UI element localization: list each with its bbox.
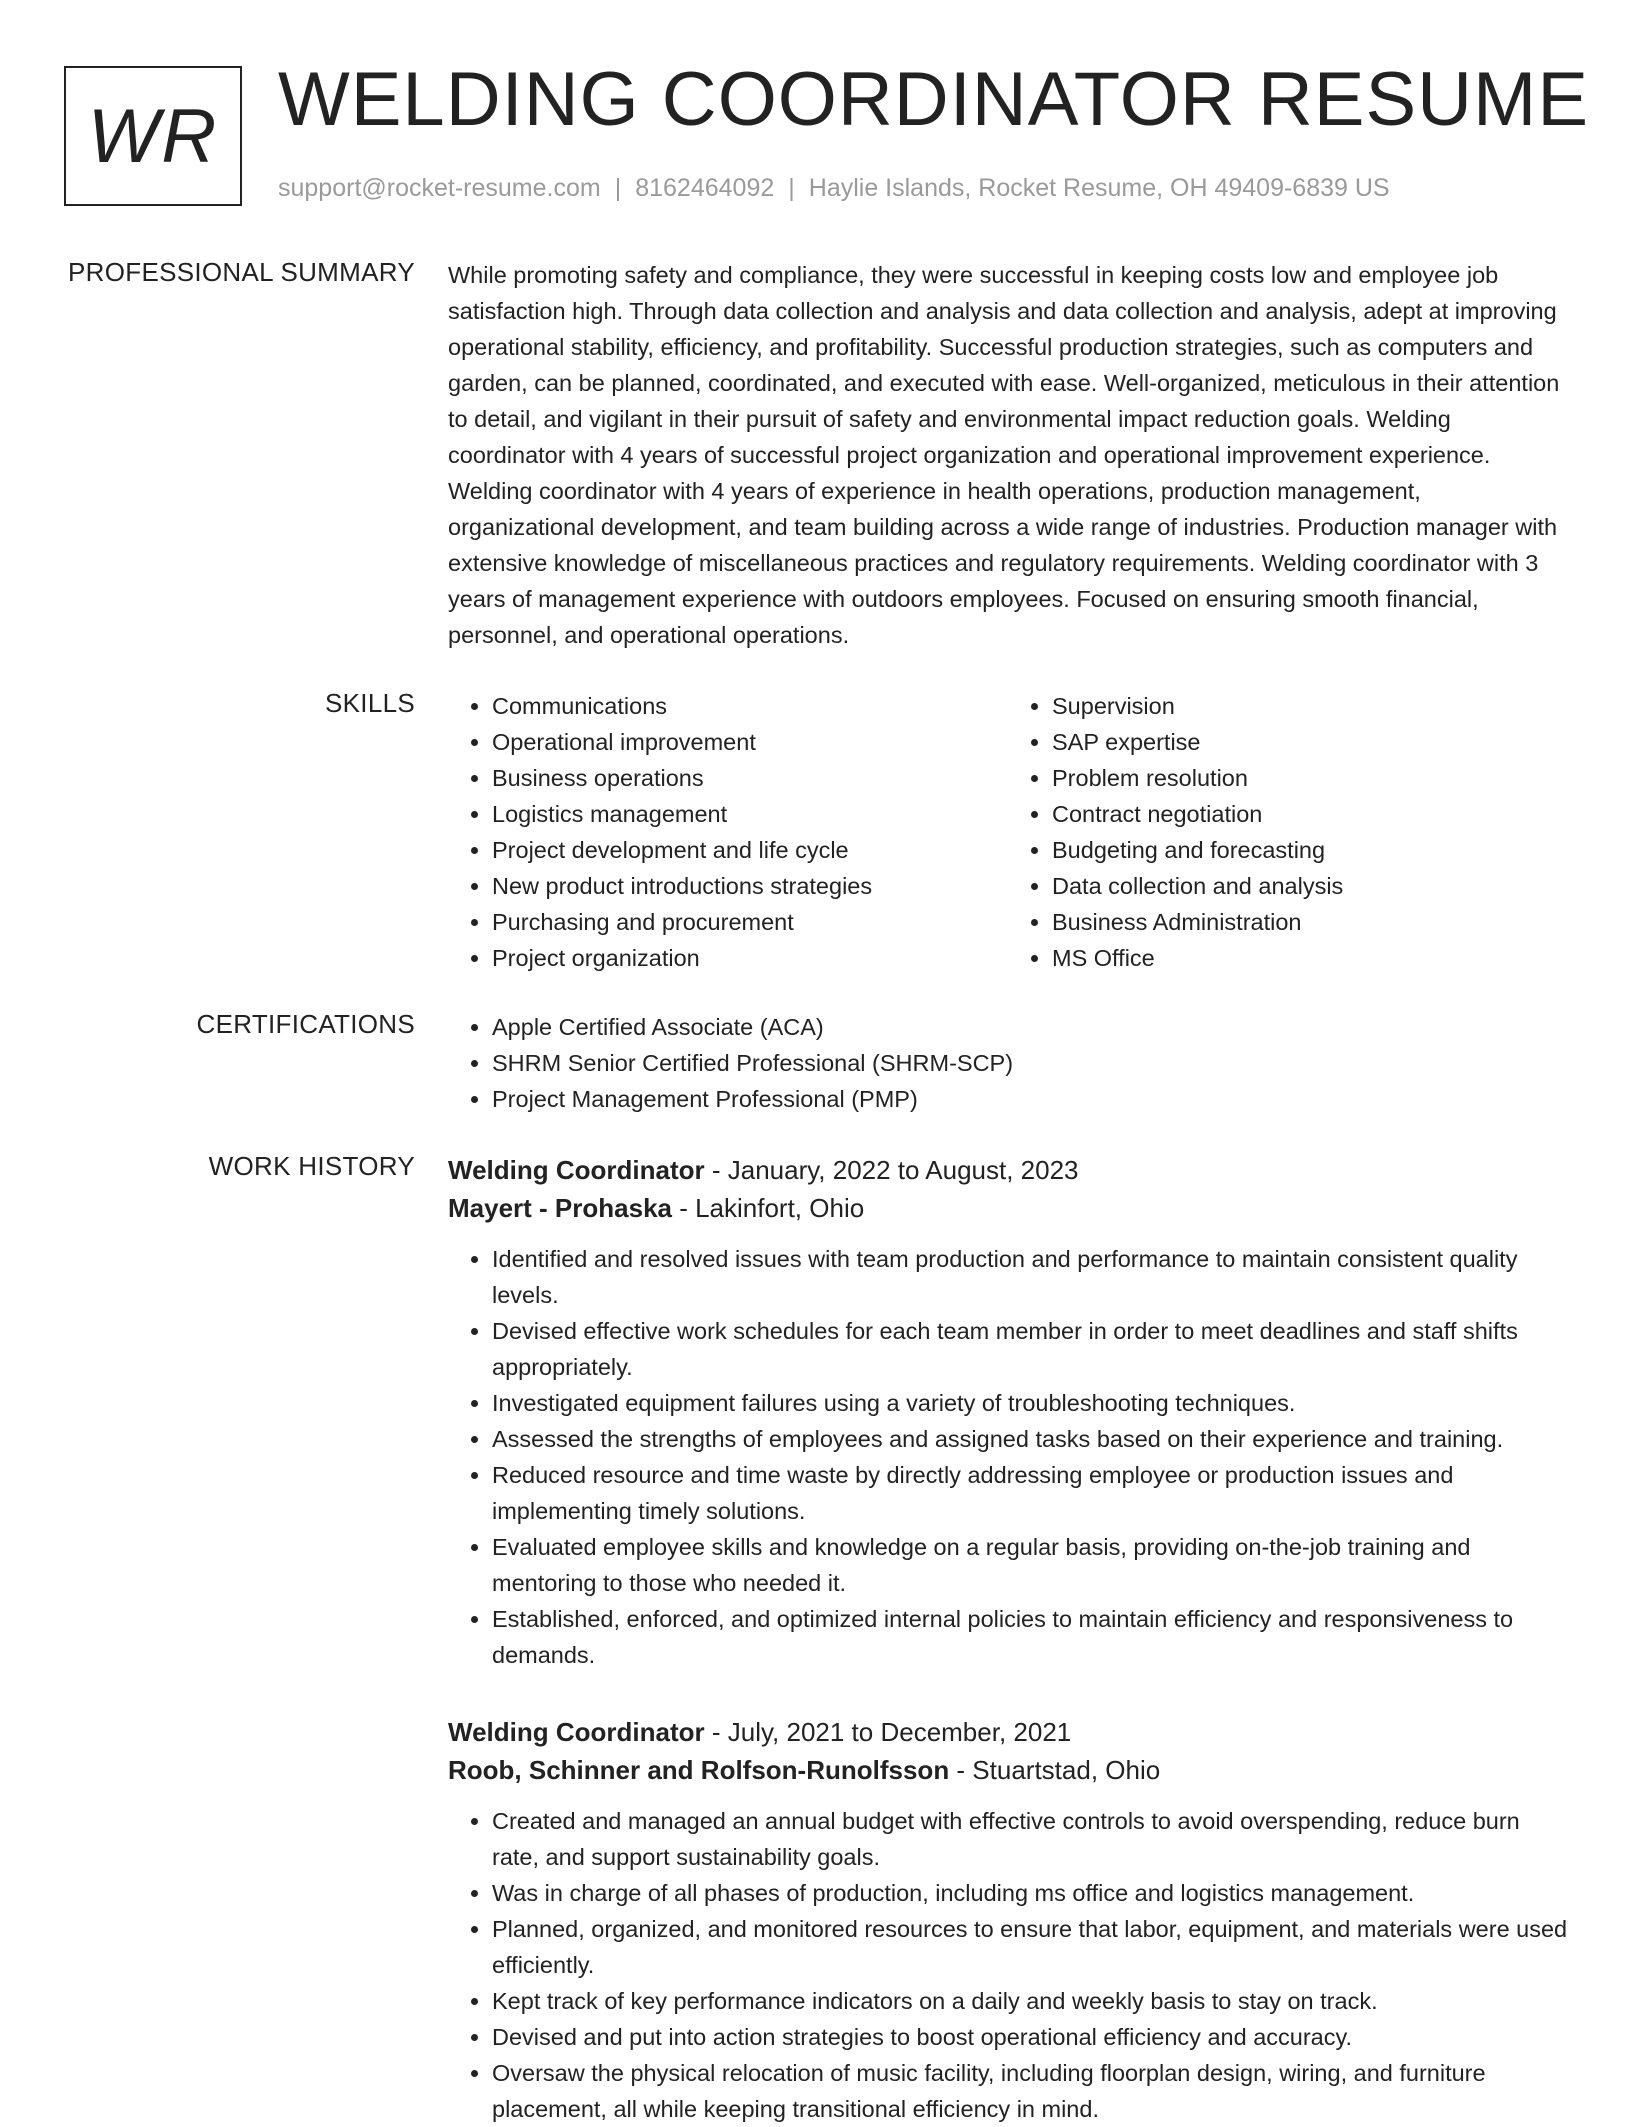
skill-item: • Business Administration [1052, 904, 1568, 940]
skill-item: • New product introductions strategies [492, 868, 1008, 904]
skill-item: • Logistics management [492, 796, 1008, 832]
skills-heading: SKILLS [325, 688, 415, 718]
job-bullets [448, 1803, 1568, 2127]
skill-item: • Project development and life cycle [492, 832, 1008, 868]
job-bullet: • Oversaw the physical relocation of music facility, including floorplan design, wiring, and furniture placement, all while keeping transitional efficiency in mind. [492, 2055, 1568, 2127]
resume-title: WELDING COORDINATOR RESUME [278, 57, 1590, 142]
certification-item: • Apple Certified Associate (ACA) [492, 1009, 1568, 1045]
skills-columns [448, 688, 1568, 976]
skill-item: • Operational improvement [492, 724, 1008, 760]
skill-item: • Data collection and analysis [1052, 868, 1568, 904]
job-bullet: • Kept track of key performance indicators on a daily and weekly basis to stay on track. [492, 1983, 1568, 2019]
certifications-body [448, 1009, 1568, 1117]
contact-separator: | [614, 174, 622, 202]
job-title: Welding Coordinator [448, 1155, 705, 1185]
contact-address: Haylie Islands, Rocket Resume, OH 49409-6839 US [808, 174, 1390, 202]
summary-text: While promoting safety and compliance, they were successful in keeping costs low and employee job satisfaction high. Through data collection and analysis and data collection and analysis, adept at improving operational stability, efficiency, and profitability. Successful production strategies, such as computers and garden, can be planned, coordinated, and executed with ease. Well-organized, meticulous in their attention to detail, and vigilant in their pursuit of safety and environmental impact reduction goals. Welding coordinator with 4 years of successful project organization and operational improvement experience. Welding coordinator with 4 years of experience in health operations, production management, organizational development, and team building across a wide range of industries. Production manager with extensive knowledge of miscellaneous practices and regulatory requirements. Welding coordinator with 3 years of management experience with outdoors employees. Focused on ensuring smooth financial, personnel, and operational operations. [448, 262, 1560, 648]
job-bullet: • Was in charge of all phases of production, including ms office and logistics management. [492, 1875, 1568, 1911]
skill-item: • Supervision [1052, 688, 1568, 724]
job-title-line [448, 1151, 1568, 1189]
job-entry [448, 1151, 1568, 1673]
skill-item: • Contract negotiation [1052, 796, 1568, 832]
job-bullet: • Created and managed an annual budget with effective controls to avoid overspending, reduce burn rate, and support sustainability goals. [492, 1803, 1568, 1875]
skill-item: • MS Office [1052, 940, 1568, 976]
job-title-line [448, 1713, 1568, 1751]
job-bullet: • Evaluated employee skills and knowledge on a regular basis, providing on-the-job training and mentoring to those who needed it. [492, 1529, 1568, 1601]
skill-item: • Purchasing and procurement [492, 904, 1008, 940]
skills-list-right [1008, 688, 1568, 976]
job-bullet: • Assessed the strengths of employees and assigned tasks based on their experience and training. [492, 1421, 1568, 1457]
job-company: Mayert - Prohaska [448, 1193, 672, 1223]
job-company-line [448, 1751, 1568, 1789]
certification-item: • SHRM Senior Certified Professional (SHRM-SCP) [492, 1045, 1568, 1081]
certifications-list [448, 1009, 1568, 1117]
skill-item: • Problem resolution [1052, 760, 1568, 796]
job-bullet: • Established, enforced, and optimized internal policies to maintain efficiency and responsiveness to demands. [492, 1601, 1568, 1673]
job-title: Welding Coordinator [448, 1717, 705, 1747]
summary-heading: PROFESSIONAL SUMMARY [68, 257, 415, 287]
job-dates: - July, 2021 to December, 2021 [704, 1717, 1072, 1747]
work-history-body [448, 1151, 1568, 2127]
job-bullet: • Identified and resolved issues with team production and performance to maintain consistent quality levels. [492, 1241, 1568, 1313]
contact-line [278, 174, 1390, 203]
skill-item: • Business operations [492, 760, 1008, 796]
summary-body [448, 257, 1568, 653]
job-bullet: • Devised effective work schedules for each team member in order to meet deadlines and staff shifts appropriately. [492, 1313, 1568, 1385]
contact-phone: 8162464092 [635, 174, 775, 202]
work-history-heading: WORK HISTORY [208, 1151, 415, 1181]
job-location: - Stuartstad, Ohio [949, 1755, 1161, 1785]
job-company-line [448, 1189, 1568, 1227]
certifications-heading: CERTIFICATIONS [196, 1009, 415, 1039]
skill-item: • Project organization [492, 940, 1008, 976]
contact-email: support@rocket-resume.com [278, 174, 601, 202]
skill-item: • Communications [492, 688, 1008, 724]
skills-list-left [448, 688, 1008, 976]
skill-item: • Budgeting and forecasting [1052, 832, 1568, 868]
job-bullet: • Investigated equipment failures using a variety of troubleshooting techniques. [492, 1385, 1568, 1421]
certification-item: • Project Management Professional (PMP) [492, 1081, 1568, 1117]
skill-item: • SAP expertise [1052, 724, 1568, 760]
job-bullet: • Devised and put into action strategies to boost operational efficiency and accuracy. [492, 2019, 1568, 2055]
job-dates: - January, 2022 to August, 2023 [704, 1155, 1079, 1185]
job-entry [448, 1713, 1568, 2127]
job-bullet: • Reduced resource and time waste by directly addressing employee or production issues and implementing timely solutions. [492, 1457, 1568, 1529]
contact-separator: | [788, 174, 795, 202]
monogram-logo: WR [64, 66, 242, 206]
job-bullet: • Planned, organized, and monitored resources to ensure that labor, equipment, and materials were used efficiently. [492, 1911, 1568, 1983]
job-location: - Lakinfort, Ohio [671, 1193, 865, 1223]
job-company: Roob, Schinner and Rolfson-Runolfsson [448, 1755, 950, 1785]
job-bullets [448, 1241, 1568, 1673]
